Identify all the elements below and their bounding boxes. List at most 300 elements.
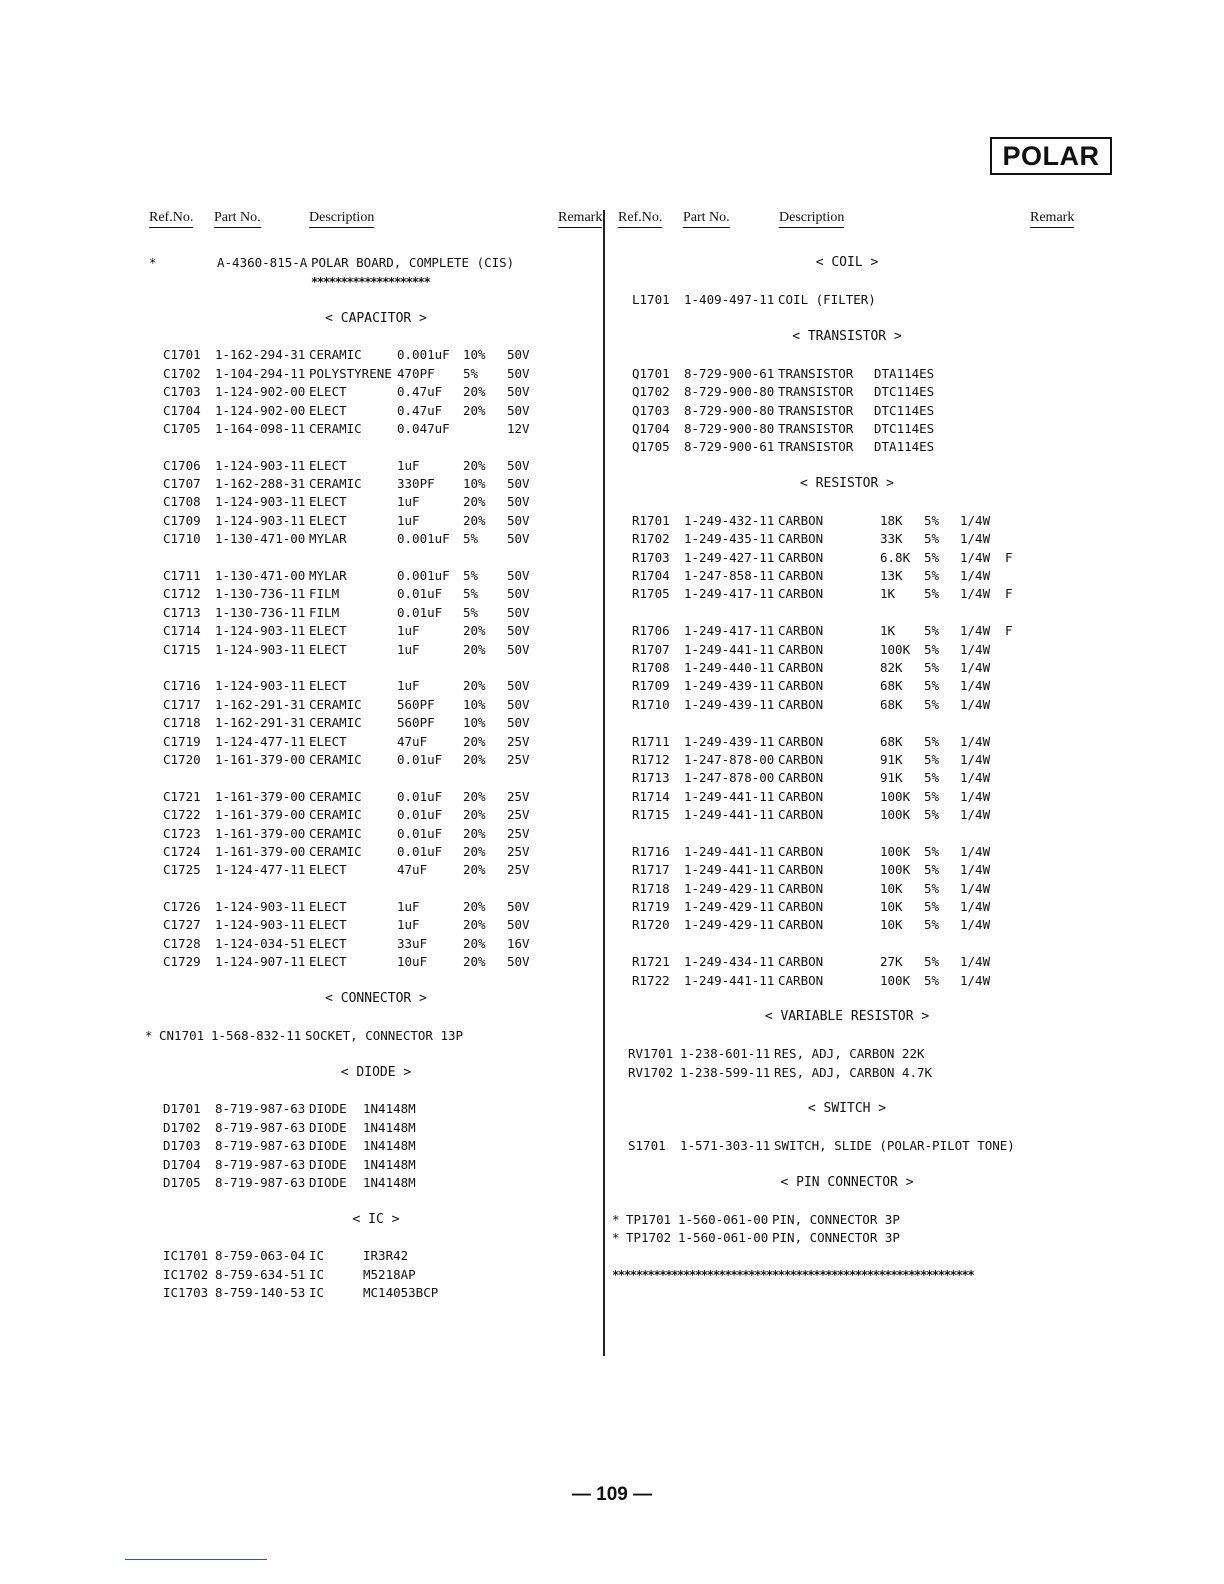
resistor-row-desc: CARBON bbox=[778, 531, 824, 547]
resistor-row-part: 1-249-434-11 bbox=[684, 954, 775, 970]
capacitor-row-volt: 50V bbox=[507, 494, 530, 510]
resistor-row-ref: R1709 bbox=[632, 678, 670, 694]
resistor-row-part: 1-249-429-11 bbox=[684, 899, 775, 915]
connector-section-title: < CONNECTOR > bbox=[325, 991, 427, 1007]
capacitor-row-part: 1-124-903-11 bbox=[215, 641, 306, 657]
connector-part-no: 1-568-832-11 bbox=[211, 1027, 302, 1043]
capacitor-row bbox=[145, 825, 607, 843]
resistor-row-part: 1-249-429-11 bbox=[684, 880, 775, 896]
diode-row bbox=[145, 1137, 607, 1155]
transistor-row bbox=[612, 365, 1082, 383]
pin-connector-part-no: 1-560-061-00 bbox=[678, 1211, 769, 1227]
board-mark: * bbox=[149, 255, 157, 271]
resistor-row-part: 1-249-440-11 bbox=[684, 659, 775, 675]
resistor-row-part: 1-249-427-11 bbox=[684, 549, 775, 565]
capacitor-row-value: 330PF bbox=[397, 476, 435, 492]
capacitor-row-tol: 10% bbox=[463, 476, 486, 492]
board-stars: ******************** bbox=[311, 274, 430, 289]
resistor-row-desc: CARBON bbox=[778, 788, 824, 804]
resistor-row-value: 100K bbox=[880, 788, 911, 804]
capacitor-row bbox=[145, 861, 607, 879]
resistor-row-ref: R1704 bbox=[632, 568, 670, 584]
capacitor-row-tol: 20% bbox=[463, 494, 486, 510]
resistor-row-part: 1-249-441-11 bbox=[684, 862, 775, 878]
resistor-row-part: 1-249-439-11 bbox=[684, 733, 775, 749]
capacitor-row-desc: POLYSTYRENE bbox=[309, 365, 392, 381]
resistor-row-watt: 1/4W bbox=[960, 862, 991, 878]
capacitor-row-volt: 50V bbox=[507, 512, 530, 528]
capacitor-row-desc: ELECT bbox=[309, 935, 347, 951]
capacitor-row-part: 1-124-903-11 bbox=[215, 623, 306, 639]
diode-row-ref: D1702 bbox=[163, 1119, 201, 1135]
ic-row-part: 8-759-140-53 bbox=[215, 1285, 306, 1301]
resistor-row-value: 68K bbox=[880, 696, 903, 712]
pin-connector-description: PIN, CONNECTOR 3P bbox=[772, 1230, 900, 1246]
resistor-row-watt: 1/4W bbox=[960, 788, 991, 804]
capacitor-row-tol: 20% bbox=[463, 843, 486, 859]
capacitor-row-ref: C1701 bbox=[163, 347, 201, 363]
capacitor-row-volt: 50V bbox=[507, 641, 530, 657]
capacitor-row bbox=[145, 604, 607, 622]
capacitor-row-part: 1-161-379-00 bbox=[215, 807, 306, 823]
resistor-row-desc: CARBON bbox=[778, 659, 824, 675]
capacitor-row bbox=[145, 475, 607, 493]
transistor-row-type: DTA114ES bbox=[874, 365, 935, 381]
left-parts-column bbox=[145, 208, 607, 1303]
transistor-row-type: DTC114ES bbox=[874, 402, 935, 418]
capacitor-row-tol: 20% bbox=[463, 678, 486, 694]
capacitor-row-value: 0.001uF bbox=[397, 568, 450, 584]
capacitor-row-volt: 16V bbox=[507, 935, 530, 951]
capacitor-row-tol: 20% bbox=[463, 457, 486, 473]
ic-list bbox=[145, 1247, 607, 1302]
resistor-row-ref: R1720 bbox=[632, 917, 670, 933]
resistor-row-tol: 5% bbox=[924, 788, 940, 804]
capacitor-row-desc: FILM bbox=[309, 586, 340, 602]
variable-resistor-list bbox=[612, 1045, 1082, 1082]
capacitor-row-desc: ELECT bbox=[309, 733, 347, 749]
diode-row-desc: DIODE bbox=[309, 1156, 347, 1172]
diode-row bbox=[145, 1174, 607, 1192]
capacitor-row-desc: CERAMIC bbox=[309, 696, 362, 712]
capacitor-row-part: 1-124-034-51 bbox=[215, 935, 306, 951]
resistor-row-watt: 1/4W bbox=[960, 549, 991, 565]
transistor-row-part: 8-729-900-61 bbox=[684, 439, 775, 455]
resistor-row-ref: R1717 bbox=[632, 862, 670, 878]
resistor-row-ref: R1705 bbox=[632, 586, 670, 602]
resistor-row-desc: CARBON bbox=[778, 623, 824, 639]
resistor-row-ref: R1721 bbox=[632, 954, 670, 970]
resistor-row bbox=[612, 972, 1082, 990]
pin-connector-ref: TP1702 bbox=[626, 1230, 672, 1246]
resistor-row-watt: 1/4W bbox=[960, 623, 991, 639]
connector-ref: CN1701 bbox=[159, 1027, 205, 1043]
switch-section-title: < SWITCH > bbox=[807, 1101, 887, 1117]
diode-list bbox=[145, 1100, 607, 1192]
capacitor-row bbox=[145, 512, 607, 530]
resistor-row-part: 1-247-878-00 bbox=[684, 770, 775, 786]
ic-row-ref: IC1703 bbox=[163, 1285, 209, 1301]
pin-connector-row bbox=[612, 1229, 1082, 1247]
capacitor-row-ref: C1719 bbox=[163, 733, 201, 749]
resistor-row-value: 100K bbox=[880, 641, 911, 657]
resistor-row-tol: 5% bbox=[924, 586, 940, 602]
capacitor-row-part: 1-161-379-00 bbox=[215, 751, 306, 767]
capacitor-row-desc: ELECT bbox=[309, 384, 347, 400]
capacitor-row bbox=[145, 567, 607, 585]
capacitor-row-part: 1-124-902-00 bbox=[215, 384, 306, 400]
capacitor-row-ref: C1715 bbox=[163, 641, 201, 657]
diode-row bbox=[145, 1100, 607, 1118]
ic-row-type: M5218AP bbox=[363, 1266, 416, 1282]
resistor-row-value: 100K bbox=[880, 843, 911, 859]
page-number: — 109 — bbox=[571, 1484, 653, 1505]
coil-row bbox=[612, 291, 1082, 309]
transistor-row-desc: TRANSISTOR bbox=[778, 402, 854, 418]
capacitor-row-tol: 20% bbox=[463, 623, 486, 639]
resistor-row-value: 10K bbox=[880, 880, 903, 896]
capacitor-row-volt: 50V bbox=[507, 696, 530, 712]
resistor-row-part: 1-249-441-11 bbox=[684, 972, 775, 988]
ic-row-desc: IC bbox=[309, 1248, 325, 1264]
resistor-row-value: 33K bbox=[880, 531, 903, 547]
transistor-list bbox=[612, 365, 1082, 457]
capacitor-row-desc: ELECT bbox=[309, 641, 347, 657]
capacitor-row-part: 1-161-379-00 bbox=[215, 788, 306, 804]
diode-row-type: 1N4148M bbox=[363, 1156, 416, 1172]
resistor-row-watt: 1/4W bbox=[960, 880, 991, 896]
capacitor-row-part: 1-124-907-11 bbox=[215, 954, 306, 970]
diode-row-part: 8-719-987-63 bbox=[215, 1101, 306, 1117]
capacitor-row-volt: 50V bbox=[507, 531, 530, 547]
resistor-row-watt: 1/4W bbox=[960, 843, 991, 859]
capacitor-row-volt: 50V bbox=[507, 899, 530, 915]
capacitor-row-desc: ELECT bbox=[309, 623, 347, 639]
resistor-row-part: 1-249-435-11 bbox=[684, 531, 775, 547]
resistor-row-desc: CARBON bbox=[778, 972, 824, 988]
resistor-row-part: 1-247-878-00 bbox=[684, 751, 775, 767]
capacitor-row-part: 1-124-903-11 bbox=[215, 899, 306, 915]
polar-section-badge: POLAR bbox=[990, 137, 1112, 175]
capacitor-row-volt: 50V bbox=[507, 365, 530, 381]
capacitor-row-value: 470PF bbox=[397, 365, 435, 381]
capacitor-row bbox=[145, 346, 607, 364]
board-stars-row bbox=[145, 273, 607, 291]
resistor-row-ref: R1716 bbox=[632, 843, 670, 859]
resistor-row-value: 91K bbox=[880, 770, 903, 786]
description-header-right: Description bbox=[779, 210, 844, 228]
capacitor-row-tol: 20% bbox=[463, 935, 486, 951]
capacitor-row-volt: 25V bbox=[507, 807, 530, 823]
capacitor-row bbox=[145, 641, 607, 659]
capacitor-row-part: 1-162-291-31 bbox=[215, 715, 306, 731]
resistor-row-desc: CARBON bbox=[778, 733, 824, 749]
capacitor-row-tol: 20% bbox=[463, 402, 486, 418]
resistor-row-desc: CARBON bbox=[778, 843, 824, 859]
capacitor-row-value: 0.01uF bbox=[397, 843, 443, 859]
transistor-row-desc: TRANSISTOR bbox=[778, 384, 854, 400]
capacitor-row-desc: CERAMIC bbox=[309, 715, 362, 731]
capacitor-row-tol: 5% bbox=[463, 365, 479, 381]
capacitor-row-part: 1-124-902-00 bbox=[215, 402, 306, 418]
diode-row-part: 8-719-987-63 bbox=[215, 1156, 306, 1172]
resistor-row-tol: 5% bbox=[924, 972, 940, 988]
capacitor-row-ref: C1727 bbox=[163, 917, 201, 933]
capacitor-row-part: 1-130-471-00 bbox=[215, 531, 306, 547]
resistor-row-watt: 1/4W bbox=[960, 678, 991, 694]
resistor-row-part: 1-249-441-11 bbox=[684, 788, 775, 804]
ic-row-type: MC14053BCP bbox=[363, 1285, 439, 1301]
capacitor-row-value: 0.047uF bbox=[397, 420, 450, 436]
ic-row-part: 8-759-634-51 bbox=[215, 1266, 306, 1282]
resistor-row-tol: 5% bbox=[924, 659, 940, 675]
resistor-row bbox=[612, 806, 1082, 824]
connector-mark: * bbox=[145, 1027, 153, 1043]
capacitor-row-value: 0.001uF bbox=[397, 531, 450, 547]
capacitor-row-value: 0.01uF bbox=[397, 604, 443, 620]
variable-resistor-part-no: 1-238-601-11 bbox=[680, 1046, 771, 1062]
capacitor-row-volt: 25V bbox=[507, 843, 530, 859]
capacitor-row-volt: 50V bbox=[507, 623, 530, 639]
capacitor-row-value: 47uF bbox=[397, 862, 428, 878]
diode-row-ref: D1705 bbox=[163, 1174, 201, 1190]
capacitor-row-tol: 20% bbox=[463, 512, 486, 528]
capacitor-row-ref: C1709 bbox=[163, 512, 201, 528]
connector-description: SOCKET, CONNECTOR 13P bbox=[305, 1027, 464, 1043]
resistor-row-part: 1-247-858-11 bbox=[684, 568, 775, 584]
resistor-row bbox=[612, 843, 1082, 861]
capacitor-row-volt: 25V bbox=[507, 788, 530, 804]
transistor-row-part: 8-729-900-80 bbox=[684, 402, 775, 418]
coil-ref: L1701 bbox=[632, 292, 670, 308]
coil-part-no: 1-409-497-11 bbox=[684, 292, 775, 308]
pin-connector-list bbox=[612, 1211, 1082, 1248]
capacitor-row-ref: C1720 bbox=[163, 751, 201, 767]
capacitor-row-part: 1-130-736-11 bbox=[215, 586, 306, 602]
resistor-row-watt: 1/4W bbox=[960, 568, 991, 584]
ic-section-title: < IC > bbox=[352, 1211, 400, 1227]
pin-connector-mark: * bbox=[612, 1211, 620, 1227]
resistor-row bbox=[612, 880, 1082, 898]
capacitor-row-value: 1uF bbox=[397, 917, 420, 933]
resistor-section-title: < RESISTOR > bbox=[800, 476, 894, 492]
capacitor-row-value: 47uF bbox=[397, 733, 428, 749]
transistor-row bbox=[612, 383, 1082, 401]
diode-row-ref: D1704 bbox=[163, 1156, 201, 1172]
resistor-row-remark: F bbox=[1005, 623, 1013, 639]
capacitor-row-ref: C1726 bbox=[163, 899, 201, 915]
capacitor-row-tol: 20% bbox=[463, 733, 486, 749]
capacitor-row-ref: C1716 bbox=[163, 678, 201, 694]
resistor-row-desc: CARBON bbox=[778, 899, 824, 915]
capacitor-row bbox=[145, 733, 607, 751]
capacitor-row-volt: 50V bbox=[507, 604, 530, 620]
capacitor-row-tol: 20% bbox=[463, 788, 486, 804]
capacitor-row-desc: MYLAR bbox=[309, 531, 347, 547]
resistor-row-tol: 5% bbox=[924, 843, 940, 859]
capacitor-row-part: 1-124-477-11 bbox=[215, 862, 306, 878]
transistor-row-type: DTA114ES bbox=[874, 439, 935, 455]
resistor-row-value: 18K bbox=[880, 512, 903, 528]
transistor-row-ref: Q1703 bbox=[632, 402, 670, 418]
resistor-row bbox=[612, 641, 1082, 659]
ic-row-ref: IC1702 bbox=[163, 1266, 209, 1282]
capacitor-row-desc: CERAMIC bbox=[309, 843, 362, 859]
resistor-row-part: 1-249-429-11 bbox=[684, 917, 775, 933]
resistor-row-ref: R1707 bbox=[632, 641, 670, 657]
resistor-row-tol: 5% bbox=[924, 917, 940, 933]
ic-row-part: 8-759-063-04 bbox=[215, 1248, 306, 1264]
resistor-row-desc: CARBON bbox=[778, 678, 824, 694]
capacitor-row-value: 0.01uF bbox=[397, 586, 443, 602]
variable-resistor-ref: RV1701 bbox=[628, 1046, 674, 1062]
capacitor-row-ref: C1704 bbox=[163, 402, 201, 418]
capacitor-row-volt: 50V bbox=[507, 586, 530, 602]
capacitor-row-part: 1-124-903-11 bbox=[215, 457, 306, 473]
variable-resistor-row bbox=[612, 1045, 1082, 1063]
capacitor-row-volt: 50V bbox=[507, 457, 530, 473]
ic-row-ref: IC1701 bbox=[163, 1248, 209, 1264]
resistor-row-desc: CARBON bbox=[778, 770, 824, 786]
capacitor-row-desc: ELECT bbox=[309, 954, 347, 970]
capacitor-row-desc: CERAMIC bbox=[309, 825, 362, 841]
capacitor-row-value: 0.47uF bbox=[397, 384, 443, 400]
transistor-row-part: 8-729-900-80 bbox=[684, 384, 775, 400]
diode-row-type: 1N4148M bbox=[363, 1138, 416, 1154]
capacitor-row-desc: ELECT bbox=[309, 899, 347, 915]
resistor-row-value: 82K bbox=[880, 659, 903, 675]
resistor-row-part: 1-249-417-11 bbox=[684, 623, 775, 639]
resistor-row bbox=[612, 733, 1082, 751]
resistor-row-desc: CARBON bbox=[778, 696, 824, 712]
capacitor-row-value: 1uF bbox=[397, 623, 420, 639]
resistor-row-watt: 1/4W bbox=[960, 696, 991, 712]
resistor-row-value: 68K bbox=[880, 678, 903, 694]
pin-connector-section-title: < PIN CONNECTOR > bbox=[780, 1174, 914, 1190]
capacitor-row-part: 1-161-379-00 bbox=[215, 843, 306, 859]
description-header: Description bbox=[309, 210, 374, 228]
capacitor-row-desc: CERAMIC bbox=[309, 788, 362, 804]
capacitor-row-desc: FILM bbox=[309, 604, 340, 620]
resistor-row bbox=[612, 861, 1082, 879]
capacitor-row-tol: 5% bbox=[463, 531, 479, 547]
resistor-row-value: 68K bbox=[880, 733, 903, 749]
capacitor-row-volt: 50V bbox=[507, 715, 530, 731]
resistor-row-desc: CARBON bbox=[778, 751, 824, 767]
connector-row bbox=[145, 1027, 607, 1045]
capacitor-row-tol: 5% bbox=[463, 604, 479, 620]
resistor-row-tol: 5% bbox=[924, 696, 940, 712]
resistor-row bbox=[612, 788, 1082, 806]
ref-no-header-right: Ref.No. bbox=[618, 210, 662, 228]
resistor-row-watt: 1/4W bbox=[960, 770, 991, 786]
resistor-row-desc: CARBON bbox=[778, 568, 824, 584]
capacitor-row-ref: C1708 bbox=[163, 494, 201, 510]
capacitor-row-part: 1-124-903-11 bbox=[215, 512, 306, 528]
capacitor-row-value: 0.47uF bbox=[397, 402, 443, 418]
resistor-row-remark: F bbox=[1005, 586, 1013, 602]
capacitor-row bbox=[145, 677, 607, 695]
capacitor-row-tol: 10% bbox=[463, 715, 486, 731]
coil-description: COIL (FILTER) bbox=[778, 292, 876, 308]
capacitor-row bbox=[145, 493, 607, 511]
resistor-row-desc: CARBON bbox=[778, 807, 824, 823]
resistor-row-value: 91K bbox=[880, 751, 903, 767]
capacitor-row-volt: 50V bbox=[507, 917, 530, 933]
transistor-row-type: DTC114ES bbox=[874, 384, 935, 400]
capacitor-list bbox=[145, 346, 607, 990]
resistor-row-ref: R1703 bbox=[632, 549, 670, 565]
pin-connector-mark: * bbox=[612, 1230, 620, 1246]
capacitor-row-part: 1-130-736-11 bbox=[215, 604, 306, 620]
resistor-row-tol: 5% bbox=[924, 954, 940, 970]
capacitor-row bbox=[145, 806, 607, 824]
pin-connector-description: PIN, CONNECTOR 3P bbox=[772, 1211, 900, 1227]
resistor-row-watt: 1/4W bbox=[960, 531, 991, 547]
resistor-row-watt: 1/4W bbox=[960, 954, 991, 970]
resistor-row-remark: F bbox=[1005, 549, 1013, 565]
capacitor-row-ref: C1706 bbox=[163, 457, 201, 473]
resistor-row-watt: 1/4W bbox=[960, 917, 991, 933]
capacitor-row-desc: ELECT bbox=[309, 862, 347, 878]
capacitor-row-ref: C1722 bbox=[163, 807, 201, 823]
resistor-row-tol: 5% bbox=[924, 807, 940, 823]
resistor-row-ref: R1718 bbox=[632, 880, 670, 896]
capacitor-row-ref: C1714 bbox=[163, 623, 201, 639]
capacitor-row bbox=[145, 898, 607, 916]
capacitor-row bbox=[145, 714, 607, 732]
resistor-row-desc: CARBON bbox=[778, 512, 824, 528]
resistor-row-tol: 5% bbox=[924, 641, 940, 657]
switch-ref: S1701 bbox=[628, 1138, 666, 1154]
transistor-row-desc: TRANSISTOR bbox=[778, 420, 854, 436]
capacitor-row bbox=[145, 402, 607, 420]
resistor-row-part: 1-249-432-11 bbox=[684, 512, 775, 528]
ic-row bbox=[145, 1266, 607, 1284]
diode-section-title: < DIODE > bbox=[340, 1064, 412, 1080]
capacitor-row-value: 10uF bbox=[397, 954, 428, 970]
resistor-row-part: 1-249-439-11 bbox=[684, 678, 775, 694]
variable-resistor-ref: RV1702 bbox=[628, 1064, 674, 1080]
resistor-row bbox=[612, 512, 1082, 530]
capacitor-row-desc: ELECT bbox=[309, 457, 347, 473]
capacitor-row-desc: CERAMIC bbox=[309, 420, 362, 436]
resistor-row-part: 1-249-441-11 bbox=[684, 807, 775, 823]
capacitor-row bbox=[145, 696, 607, 714]
capacitor-row-value: 0.01uF bbox=[397, 788, 443, 804]
resistor-row-value: 10K bbox=[880, 917, 903, 933]
capacitor-row-ref: C1710 bbox=[163, 531, 201, 547]
resistor-list bbox=[612, 512, 1082, 1009]
resistor-row-ref: R1711 bbox=[632, 733, 670, 749]
capacitor-row-ref: C1718 bbox=[163, 715, 201, 731]
resistor-row-value: 100K bbox=[880, 972, 911, 988]
resistor-row bbox=[612, 898, 1082, 916]
capacitor-row bbox=[145, 916, 607, 934]
resistor-row-desc: CARBON bbox=[778, 862, 824, 878]
capacitor-row-desc: CERAMIC bbox=[309, 751, 362, 767]
transistor-row-ref: Q1702 bbox=[632, 384, 670, 400]
capacitor-row-ref: C1707 bbox=[163, 476, 201, 492]
resistor-row-watt: 1/4W bbox=[960, 807, 991, 823]
capacitor-row-tol: 10% bbox=[463, 347, 486, 363]
capacitor-row-tol: 20% bbox=[463, 807, 486, 823]
diode-row-ref: D1703 bbox=[163, 1138, 201, 1154]
part-no-header-right: Part No. bbox=[683, 210, 730, 228]
capacitor-row bbox=[145, 953, 607, 971]
resistor-row-tol: 5% bbox=[924, 549, 940, 565]
capacitor-row-ref: C1711 bbox=[163, 568, 201, 584]
